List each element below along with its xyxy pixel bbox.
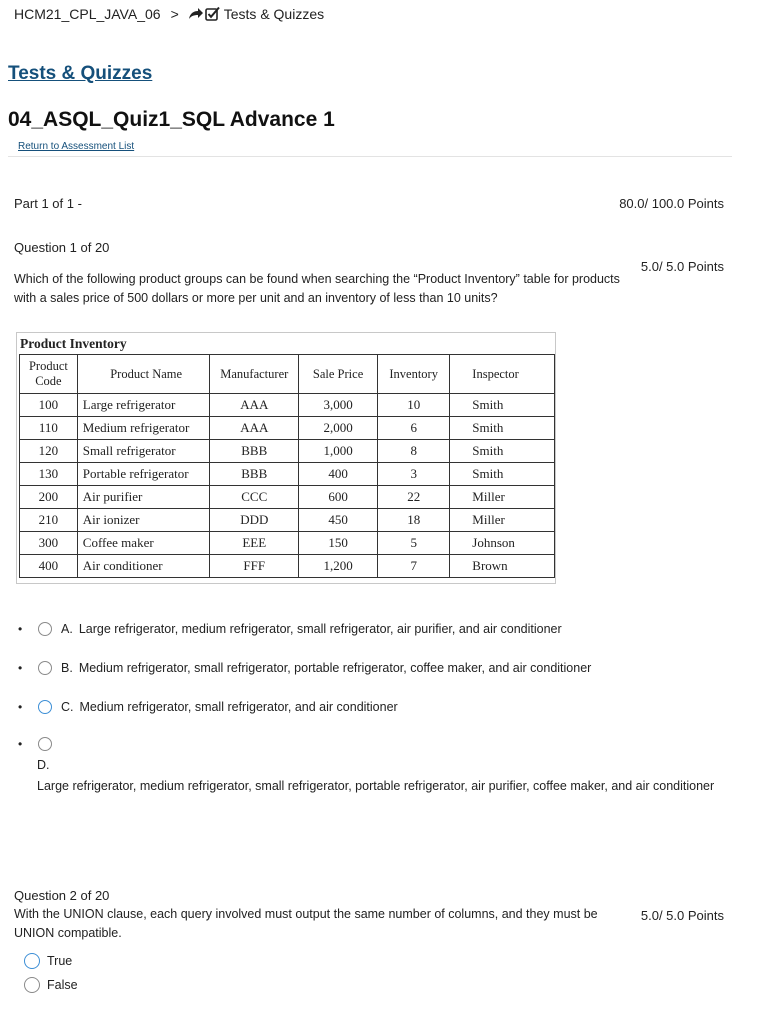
table-cell: 10 [378,394,450,417]
option-letter: D. [37,758,50,772]
table-row [20,417,555,440]
column-header: Product Name [77,355,210,394]
radio-true[interactable] [24,953,40,969]
breadcrumb-separator: > [170,6,179,22]
question-1-text: Which of the following product groups can be found when searching the “Product Inventory” table for products with a sales price of 500 dollars or more per unit and an inventory of less than 10 units? [14,272,620,305]
option-text: Medium refrigerator, small refrigerator, portable refrigerator, coffee maker, and air conditioner [78,661,592,675]
table-cell: 8 [378,440,450,463]
table-cell: Air ionizer [77,509,210,532]
table-cell: AAA [210,394,299,417]
table-cell: 100 [20,394,78,417]
table-row [20,394,555,417]
radio-option-a[interactable] [38,622,52,636]
table-cell: AAA [210,417,299,440]
table-cell: EEE [210,532,299,555]
breadcrumb [14,6,324,22]
divider [8,156,732,157]
table-cell: Smith [450,394,555,417]
option-text: Large refrigerator, medium refrigerator, small refrigerator, portable refrigerator, air purifier, coffee maker, and air conditioner [37,779,715,793]
option-text: True [47,954,73,968]
table-cell: 210 [20,509,78,532]
table-cell: Medium refrigerator [77,417,210,440]
option-letter: C. [61,700,74,714]
table-cell: 150 [299,532,378,555]
table-cell: 18 [378,509,450,532]
table-cell: 3,000 [299,394,378,417]
table-row [20,509,555,532]
table-cell: 3 [378,463,450,486]
table-cell: Air conditioner [77,555,210,578]
table-cell: 110 [20,417,78,440]
list-bullet: • [18,622,23,636]
quiz-title: 04_ASQL_Quiz1_SQL Advance 1 [8,108,335,131]
table-row [20,532,555,555]
table-cell: Smith [450,463,555,486]
table-cell: Large refrigerator [77,394,210,417]
table-cell: 300 [20,532,78,555]
table-cell: Smith [450,417,555,440]
table-cell: Miller [450,509,555,532]
table-cell: 400 [20,555,78,578]
table-row [20,486,555,509]
table-cell: CCC [210,486,299,509]
breadcrumb-site[interactable]: HCM21_CPL_JAVA_06 [14,6,161,22]
question-1-label: Question 1 of 20 [14,240,110,255]
option-text: Large refrigerator, medium refrigerator, small refrigerator, air purifier, and air conditioner [78,622,562,636]
table-cell: Brown [450,555,555,578]
question-1-points: 5.0/ 5.0 Points [640,259,724,274]
product-inventory-figure [16,332,556,584]
radio-option-d[interactable] [38,737,52,751]
table-cell: Air purifier [77,486,210,509]
table-cell: 120 [20,440,78,463]
question-2-points: 5.0/ 5.0 Points [640,908,724,923]
table-cell: BBB [210,463,299,486]
table-cell: 2,000 [299,417,378,440]
option-letter: B. [61,661,73,675]
table-cell: 600 [299,486,378,509]
radio-false[interactable] [24,977,40,993]
option-letter: A. [61,622,73,636]
table-cell: 130 [20,463,78,486]
table-cell: 6 [378,417,450,440]
part-points: 80.0/ 100.0 Points [619,196,724,211]
table-cell: FFF [210,555,299,578]
return-to-list-link[interactable]: Return to Assessment List [18,141,135,152]
table-cell: Smith [450,440,555,463]
tool-title-link[interactable]: Tests & Quizzes [8,63,153,84]
table-header-row [20,355,555,394]
table-cell: Johnson [450,532,555,555]
table-cell: DDD [210,509,299,532]
question-2-label: Question 2 of 20 [14,888,110,903]
table-cell: 200 [20,486,78,509]
column-header: Manufacturer [210,355,299,394]
column-header: Inventory [378,355,450,394]
table-cell: 450 [299,509,378,532]
table-cell: Small refrigerator [77,440,210,463]
answer-option-false[interactable] [24,977,78,993]
table-cell: Portable refrigerator [77,463,210,486]
answer-option-b[interactable] [14,661,591,675]
answer-option-c[interactable] [14,700,398,714]
table-cell: BBB [210,440,299,463]
breadcrumb-current: Tests & Quizzes [223,6,325,22]
table-cell: 1,000 [299,440,378,463]
question-2-text: With the UNION clause, each query involved must output the same number of columns, and they must be UNION compatible. [14,907,598,940]
table-row [20,555,555,578]
radio-option-c[interactable] [38,700,52,714]
column-header: Product Code [20,355,78,394]
table-row [20,440,555,463]
option-text: Medium refrigerator, small refrigerator, and air conditioner [79,700,398,714]
table-cell: 22 [378,486,450,509]
table-cell: Miller [450,486,555,509]
table-cell: 400 [299,463,378,486]
column-header: Inspector [450,355,555,394]
answer-option-a[interactable] [14,622,562,636]
table-caption: Product Inventory [20,336,127,351]
list-bullet: • [18,700,23,714]
radio-option-b[interactable] [38,661,52,675]
share-check-icon [187,6,221,22]
part-label: Part 1 of 1 - [14,196,82,211]
table-cell: 1,200 [299,555,378,578]
answer-option-d[interactable] [14,737,61,751]
table-cell: 7 [378,555,450,578]
answer-option-true[interactable] [24,953,72,969]
option-text: False [47,978,78,992]
list-bullet: • [18,661,23,675]
table-row [20,463,555,486]
list-bullet: • [18,737,23,751]
product-inventory-table [19,354,555,578]
table-cell: 5 [378,532,450,555]
column-header: Sale Price [299,355,378,394]
table-cell: Coffee maker [77,532,210,555]
